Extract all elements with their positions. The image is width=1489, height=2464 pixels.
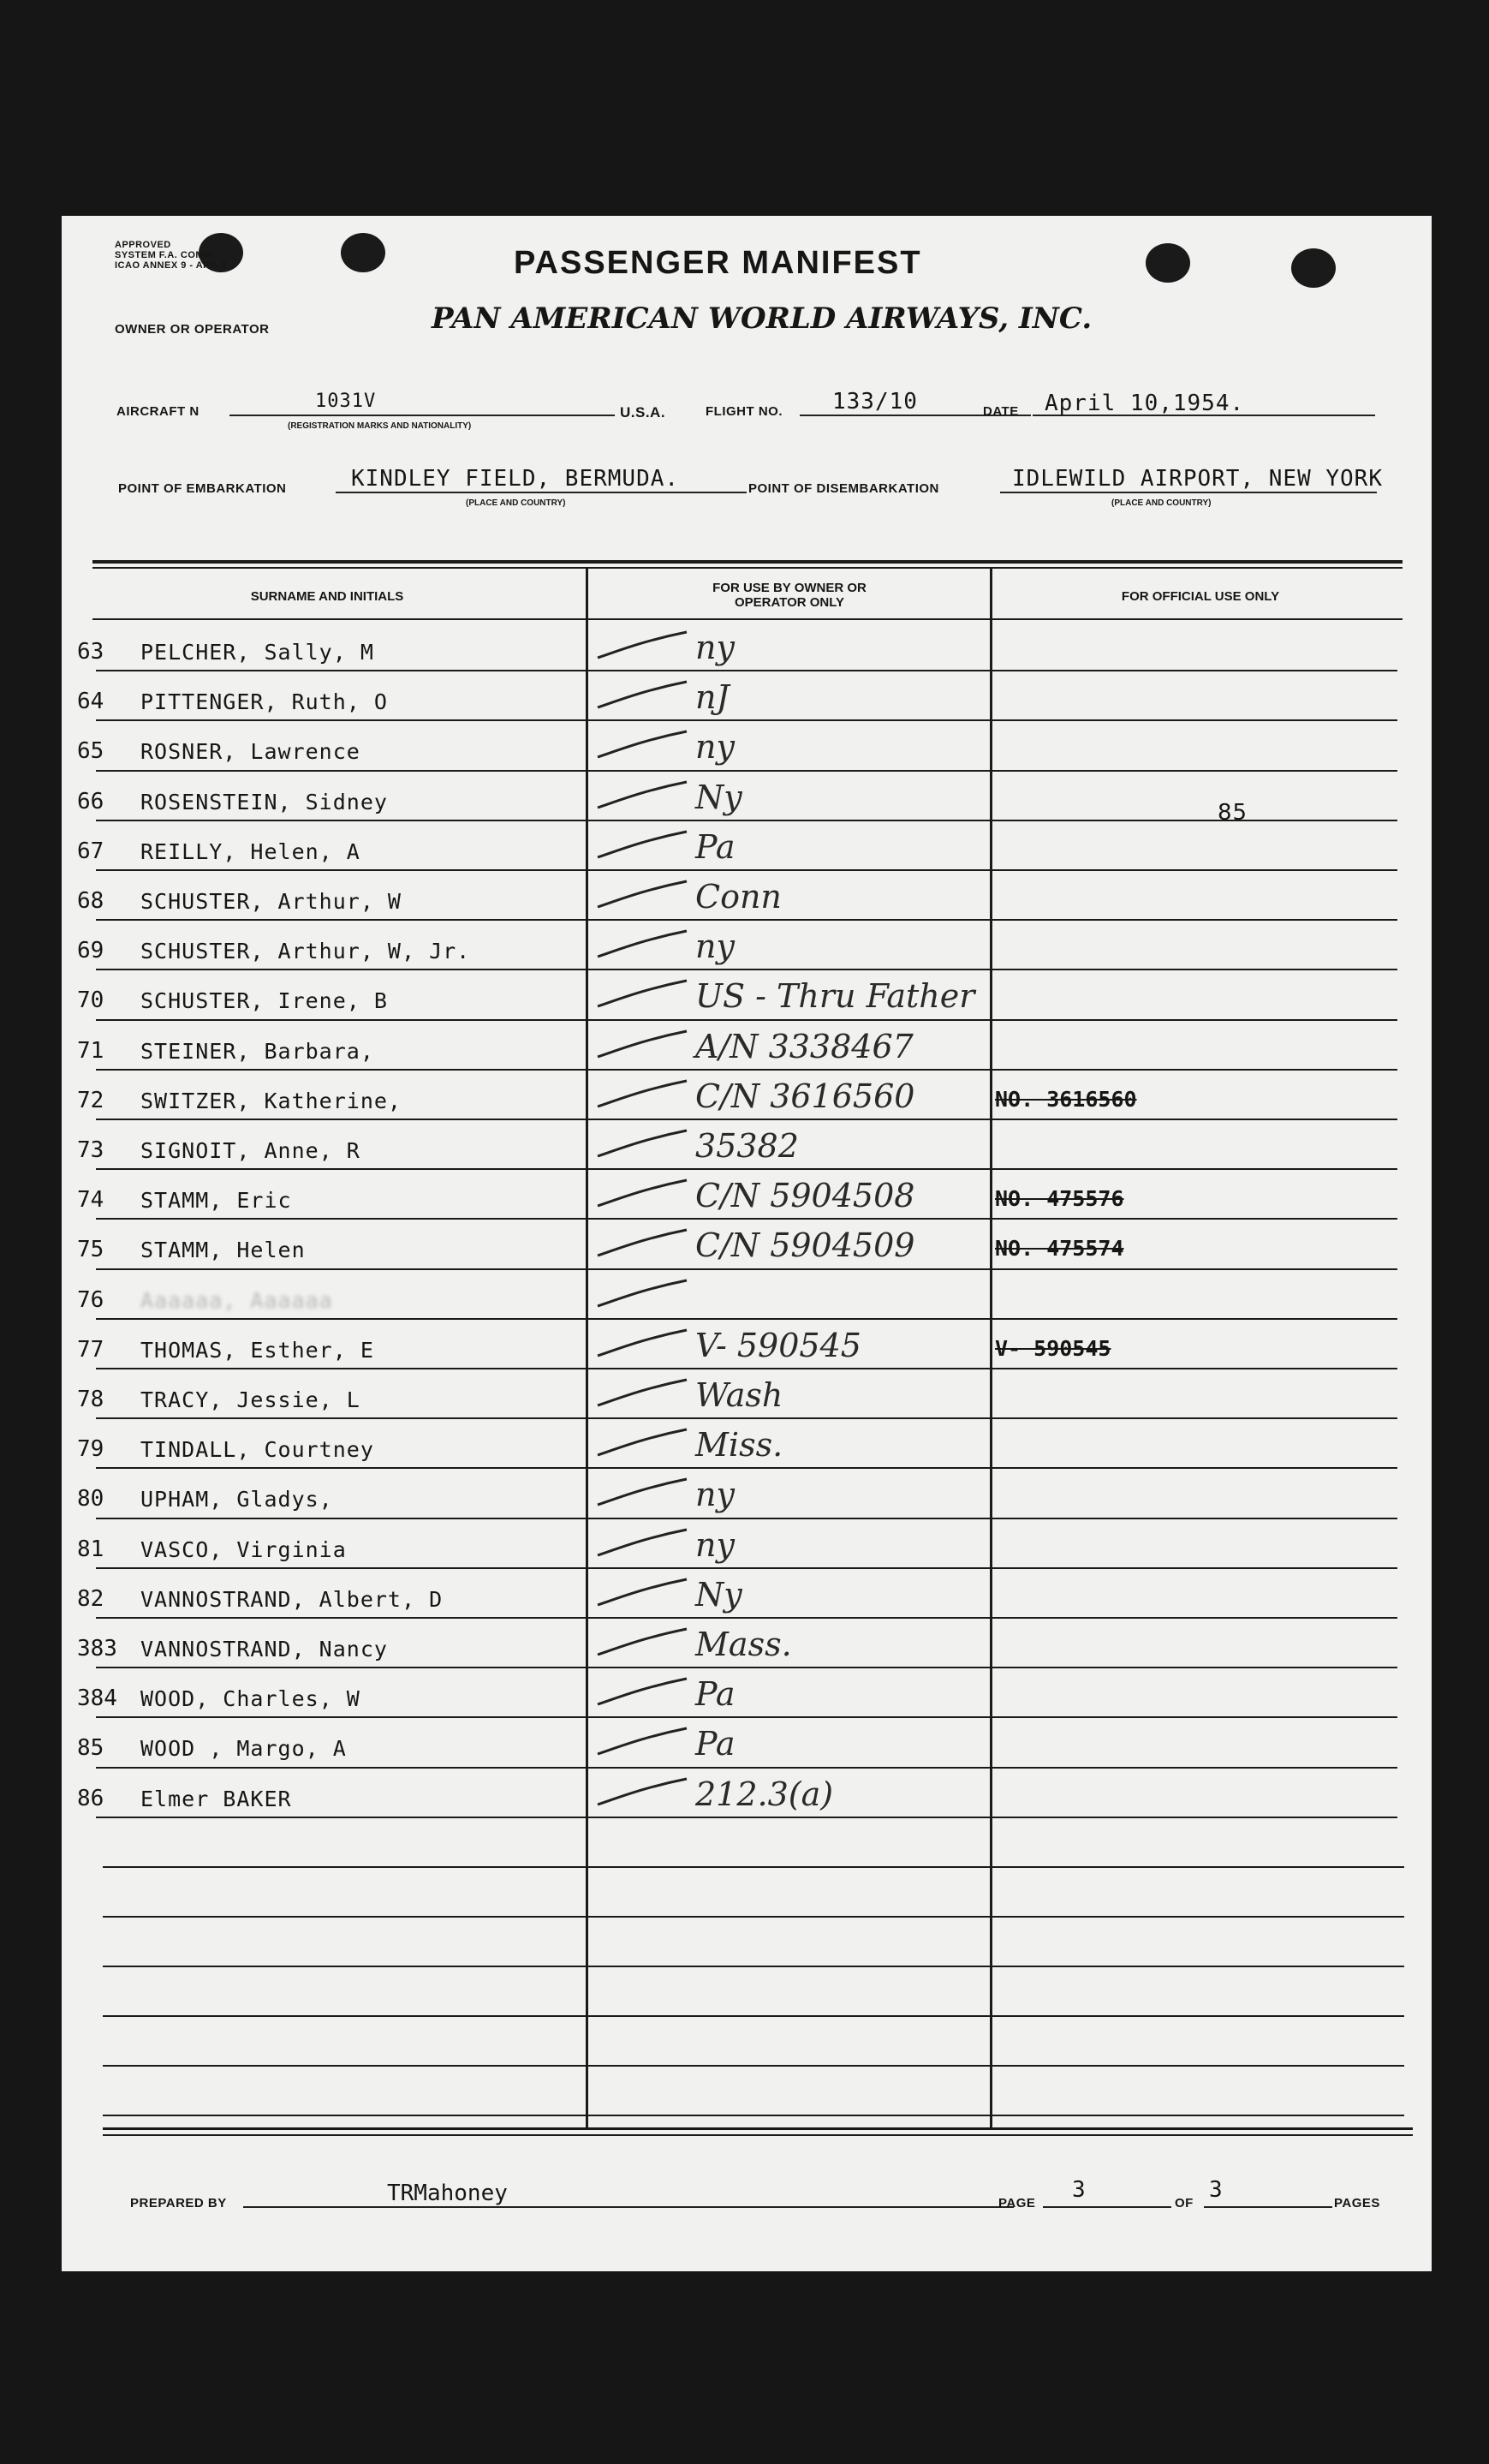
passenger-name: WOOD , Margo, A: [140, 1736, 347, 1762]
prepared-by-label: PREPARED BY: [130, 2196, 227, 2210]
passenger-name: STEINER, Barbara,: [140, 1038, 374, 1064]
table-row: [62, 620, 1432, 670]
owner-note: US - Thru Father: [695, 977, 975, 1016]
flight-label: FLIGHT NO.: [706, 404, 783, 419]
row-number: 67: [77, 838, 104, 864]
table-row: [62, 1417, 1432, 1467]
checkmark-icon: [593, 1077, 695, 1112]
owner-note: Pa: [695, 1725, 736, 1763]
passenger-name: TRACY, Jessie, L: [140, 1387, 360, 1412]
row-number: 73: [77, 1137, 104, 1163]
page-title: PASSENGER MANIFEST: [514, 245, 922, 281]
owner-note: V- 590545: [695, 1326, 861, 1364]
checkmark-icon: [593, 728, 695, 762]
checkmark-icon: [593, 878, 695, 912]
owner-note: A/N 3338467: [695, 1027, 914, 1065]
passenger-name: PITTENGER, Ruth, O: [140, 689, 388, 715]
table-row: [62, 919, 1432, 969]
passenger-name: SCHUSTER, Arthur, W, Jr.: [140, 939, 471, 964]
table-row: [62, 719, 1432, 769]
checkmark-icon: [593, 1725, 695, 1759]
blank-row-rule: [103, 2015, 1404, 2017]
official-column-header: FOR OFFICIAL USE ONLY: [1121, 589, 1280, 604]
row-number: 82: [77, 1585, 104, 1612]
owner-note: Ny: [695, 778, 742, 816]
passenger-name: Elmer BAKER: [140, 1786, 292, 1811]
row-number: 81: [77, 1536, 104, 1562]
page-label: PAGE: [998, 2196, 1036, 2210]
owner-note: ny: [695, 928, 735, 966]
owner-label: OWNER OR OPERATOR: [115, 322, 270, 337]
page-value: 3: [1072, 2177, 1086, 2203]
table-bottom-rule: [103, 2127, 1413, 2130]
table-row: [62, 1567, 1432, 1617]
checkmark-icon: [593, 1028, 695, 1062]
checkmark-icon: [593, 1177, 695, 1211]
row-number: 79: [77, 1436, 104, 1463]
approved-line: ICAO ANNEX 9 - APP. 2: [115, 260, 228, 271]
date-label: DATE: [983, 404, 1019, 419]
passenger-name: ROSENSTEIN, Sidney: [140, 789, 388, 814]
flight-value: 133/10: [832, 389, 918, 415]
passenger-name: STAMM, Eric: [140, 1188, 292, 1214]
passenger-name: VANNOSTRAND, Nancy: [140, 1637, 388, 1662]
punch-hole: [1146, 243, 1190, 283]
table-row: [62, 1617, 1432, 1667]
official-entry: V- 590545: [995, 1335, 1111, 1361]
checkmark-icon: [593, 629, 695, 663]
row-number: 86: [77, 1785, 104, 1811]
passenger-name: SCHUSTER, Irene, B: [140, 988, 388, 1014]
table-row: [62, 869, 1432, 919]
disembarkation-value: IDLEWILD AIRPORT, NEW YORK: [1012, 466, 1383, 492]
passenger-name: STAMM, Helen: [140, 1238, 306, 1263]
punch-hole: [341, 233, 385, 272]
checkmark-icon: [593, 1775, 695, 1810]
owner-note: ny: [695, 629, 735, 666]
table-row: [62, 1467, 1432, 1517]
passenger-name: VASCO, Virginia: [140, 1536, 347, 1562]
row-number: 72: [77, 1087, 104, 1113]
of-label: OF: [1175, 2196, 1194, 2210]
row-number: 383: [77, 1636, 117, 1662]
table-top-rule: [92, 567, 1403, 569]
table-row: [62, 1069, 1432, 1119]
table-row: [62, 820, 1432, 869]
row-number: 384: [77, 1685, 117, 1712]
owner-column-header: FOR USE BY OWNER OR OPERATOR ONLY: [712, 581, 867, 610]
row-number: 74: [77, 1187, 104, 1214]
table-row: [62, 1119, 1432, 1168]
checkmark-icon: [593, 1576, 695, 1610]
checkmark-icon: [593, 1526, 695, 1560]
table-row: [62, 1168, 1432, 1218]
owner-note: Conn: [695, 878, 782, 916]
passenger-name: TINDALL, Courtney: [140, 1437, 374, 1463]
passenger-name: ROSNER, Lawrence: [140, 739, 360, 765]
owner-note: ny: [695, 1525, 735, 1564]
row-number: 76: [77, 1286, 104, 1313]
approval-stamp: [115, 240, 227, 271]
row-number: 80: [77, 1486, 104, 1512]
approved-line: APPROVED: [115, 240, 171, 250]
owner-note: 212.3(a): [695, 1775, 834, 1813]
checkmark-icon: [593, 1127, 695, 1161]
blank-row-rule: [103, 2115, 1404, 2116]
table-row: [62, 670, 1432, 719]
row-number: 78: [77, 1387, 104, 1412]
owner-note: 35382: [695, 1127, 799, 1165]
row-number: 85: [77, 1735, 104, 1762]
table-row: [62, 1716, 1432, 1766]
row-number: 77: [77, 1336, 104, 1363]
pages-label: PAGES: [1334, 2196, 1380, 2210]
passenger-name: Aaaaaa, Aaaaaa: [140, 1287, 333, 1313]
checkmark-icon: [593, 678, 695, 713]
checkmark-icon: [593, 977, 695, 1011]
checkmark-icon: [593, 1675, 695, 1709]
blank-row-rule: [103, 1866, 1404, 1868]
checkmark-icon: [593, 779, 695, 813]
checkmark-icon: [593, 1626, 695, 1660]
registration-caption: (REGISTRATION MARKS AND NATIONALITY): [288, 421, 472, 431]
passenger-name: UPHAM, Gladys,: [140, 1487, 333, 1512]
surname-column-header: SURNAME AND INITIALS: [250, 589, 404, 604]
passenger-name: VANNOSTRAND, Albert, D: [140, 1586, 444, 1612]
table-row: [62, 1318, 1432, 1368]
blank-row-rule: [103, 1916, 1404, 1918]
checkmark-icon: [593, 1277, 695, 1311]
of-value: 3: [1209, 2177, 1223, 2203]
official-entry: NO. 3616560: [995, 1086, 1137, 1112]
usa-label: U.S.A.: [620, 404, 666, 421]
blank-row-rule: [103, 1966, 1404, 1967]
table-row: [62, 1218, 1432, 1268]
place-caption: (PLACE AND COUNTRY): [1111, 498, 1212, 508]
row-number: 68: [77, 888, 104, 914]
aircraft-value: 1031V: [315, 391, 377, 412]
official-note: 85: [1218, 800, 1248, 826]
table-row: [62, 1019, 1432, 1069]
owner-note: ny: [695, 1476, 735, 1514]
checkmark-icon: [593, 1226, 695, 1261]
row-number: 69: [77, 938, 104, 964]
date-value: April 10,1954.: [1045, 391, 1245, 416]
table-bottom-rule: [103, 2134, 1413, 2136]
passenger-name: WOOD, Charles, W: [140, 1686, 360, 1712]
manifest-sheet: [62, 216, 1432, 2271]
table-row: [62, 969, 1432, 1018]
checkmark-icon: [593, 828, 695, 862]
owner-note: C/N 5904509: [695, 1226, 915, 1265]
passenger-name: REILLY, Helen, A: [140, 838, 360, 864]
checkmark-icon: [593, 1327, 695, 1361]
row-number: 65: [77, 738, 104, 765]
passenger-name: THOMAS, Esther, E: [140, 1337, 374, 1363]
blank-row-rule: [103, 2065, 1404, 2067]
approved-line: SYSTEM F.A. COMM.: [115, 250, 216, 260]
owner-note: ny: [695, 728, 735, 767]
aircraft-label: AIRCRAFT N: [116, 404, 200, 419]
official-entry: NO. 475576: [995, 1186, 1124, 1212]
owner-note: Ny: [695, 1575, 742, 1614]
owner-note: C/N 5904508: [695, 1177, 915, 1215]
table-row: [62, 1767, 1432, 1817]
checkmark-icon: [593, 928, 695, 962]
passenger-name: SCHUSTER, Arthur, W: [140, 889, 402, 914]
disembarkation-label: POINT OF DISEMBARKATION: [748, 481, 939, 496]
embarkation-value: KINDLEY FIELD, BERMUDA.: [351, 466, 680, 492]
passenger-name: PELCHER, Sally, M: [140, 640, 374, 665]
owner-note: Mass.: [695, 1626, 792, 1663]
checkmark-icon: [593, 1376, 695, 1411]
table-row: [62, 1268, 1432, 1318]
table-top-rule: [92, 560, 1403, 564]
prepared-by-value: TRMahoney: [387, 2181, 508, 2206]
embarkation-label: POINT OF EMBARKATION: [118, 481, 287, 496]
row-number: 63: [77, 639, 104, 665]
owner-note: Wash: [695, 1376, 783, 1414]
checkmark-icon: [593, 1476, 695, 1510]
table-row: [62, 1518, 1432, 1567]
owner-note: Pa: [695, 827, 736, 866]
place-caption: (PLACE AND COUNTRY): [466, 498, 566, 508]
passenger-name: SWITZER, Katherine,: [140, 1088, 402, 1113]
airline-name: PAN AMERICAN WORLD AIRWAYS, INC.: [432, 301, 1093, 336]
owner-note: nJ: [695, 678, 730, 717]
owner-note: Pa: [695, 1675, 736, 1714]
row-number: 66: [77, 788, 104, 814]
owner-note: Miss.: [695, 1426, 783, 1465]
punch-hole: [1291, 248, 1336, 288]
row-number: 64: [77, 689, 104, 715]
row-rule: [96, 1817, 1397, 1818]
owner-note: C/N 3616560: [695, 1077, 915, 1115]
official-entry: NO. 475574: [995, 1236, 1124, 1262]
row-number: 75: [77, 1237, 104, 1263]
checkmark-icon: [593, 1426, 695, 1460]
row-number: 70: [77, 987, 104, 1014]
row-number: 71: [77, 1037, 104, 1064]
passenger-name: SIGNOIT, Anne, R: [140, 1138, 360, 1163]
table-row: [62, 1368, 1432, 1417]
table-row: [62, 1667, 1432, 1716]
